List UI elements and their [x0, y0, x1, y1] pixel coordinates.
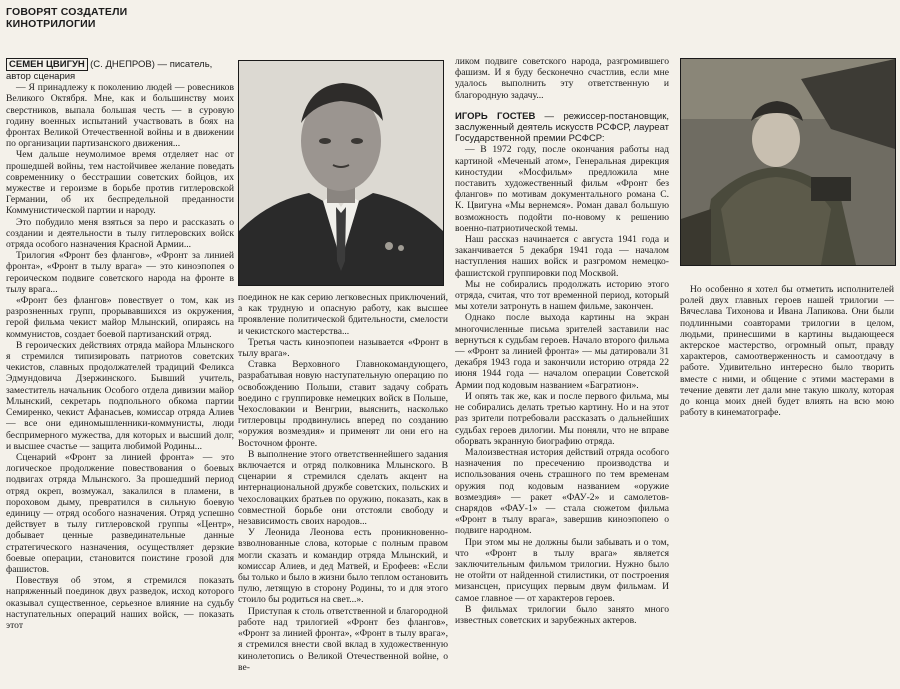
col2-paragraph: Третья часть киноэпопеи называется «Фронт в тылу врага». — [238, 336, 448, 360]
author-1-name-box: СЕМЕН ЦВИГУН — [6, 58, 88, 71]
col4-paragraph: Но особенно я хотел бы отметить исполнителей ролей двух главных героев нашей трилогии — Вячеслава Тихонова и Ивана Лапикова. Они были подлинными соавторами трилогии в целом, людьми, принесшими в картины выдающееся актерское мастерство, огромный опыт, правду характеров, самоотверженность и самоотдачу в работе. Удивительно интересно было творить вместе с ними, и общение с этими мастерами в течение девяти лет дали мне такую школу, которая до конца моих дней будет влиять на всю мою работу в кинематографе. — [680, 284, 894, 419]
col2-paragraph: Приступая к столь ответственной и благородной работе над трилогией «Фронт без флангов», «Фронт за линией фронта», «Фронт в тылу врага», я стремился внести свой вклад в художественную кинолетопись о Великой Отечественной войне, о ве- — [238, 605, 448, 673]
col1-paragraph: Чем дальше неумолимое время отделяет нас от прошедшей войны, тем настойчивее желание поведать современнику о бесстрашии советских бойцов, их мужестве и героизме в борьбе против гитлеровской Германии, об их беспредельной преданности Коммунистической партии и народу. — [6, 149, 234, 217]
col2-paragraph: поединок не как серию легковесных приключений, а как трудную и опасную работу, как высшее проявление политической бдительности, смелости и чекистского мастерства... — [238, 292, 448, 337]
col3-paragraph: В фильмах трилогии было занято много известных советских и зарубежных актеров. — [455, 603, 669, 626]
col2-paragraph: Ставка Верховного Главнокомандующего, разрабатывая новую наступательную операцию по освобождению Польши, ставит задачу собрать воедино с группировке немецких войск в Польше, Чехословакии и Венгрии, выяснить, насколько гитлеровцы продвинулись вперед по созданию «оружия возмездия» и применят ли они его на Восточном фронте. — [238, 359, 448, 449]
column-3 — [455, 56, 669, 684]
author-1-byline — [6, 58, 234, 82]
director-illustration — [681, 59, 895, 265]
author-2-byline — [455, 111, 669, 145]
col1-paragraph: «Фронт без флангов» повествует о том, как из разрозненных групп, прорывавшихся из окружения, герой фильма чекист майор Млынский, опираясь на коммунистов, создает боевой партизанский отряд. — [6, 295, 234, 340]
col3-paragraph: Малоизвестная история действий отряда особого назначения по пресечению производства и использования очень страшного по тем временам оружия под кодовым названием «оружие возмездия» — ракет «ФАУ-2» и самолетов-снарядов «ФАУ-1» — стала сюжетом фильма «Фронт в тылу врага», завершив киноэпопею о подвиге народном. — [455, 446, 669, 537]
col3-paragraph: И опять так же, как и после первого фильма, мы не собирались делать третью картину. Но и на этот раз зрители потребовали рассказать о дальнейших судьбах героев дилогии. Мы поняли, что не вправе оборвать экранную биографию отряда. — [455, 390, 669, 447]
author-2-name: ИГОРЬ ГОСТЕВ — [455, 110, 536, 122]
author-1-name-rest: (С. ДНЕПРОВ) — писатель, — [90, 59, 213, 70]
portrait-illustration — [239, 61, 443, 285]
col3-paragraph: Наш рассказ начинается с августа 1941 года и заканчивается 5 декабря 1941 года — началом наступления наших войск и разгромом немецко-фашистской группировки под Москвой. — [455, 234, 669, 279]
col1-paragraph: Сценарий «Фронт за линией фронта» — это логическое продолжение повествования о боевых подвигах отряда Млынского. За прошедший период отряд окреп, возмужал, закалился в пламени, в пороховом дыму, превратился в сильную боевую единицу — отряд особого назначения. Отряд успешно действует в тылу гитлеровской группы «Центр», добывает ценные развединательные данные стратегического назначения, осуществляет дерзкие боевые операции, становится поистине грозой для фашистов. — [6, 451, 234, 575]
section-header — [6, 6, 127, 30]
photo-director-gostev — [680, 58, 896, 266]
col3-paragraph: — В 1972 году, после окончания работы над картиной «Меченый атом», Генеральная дирекция киностудии «Мосфильм» предложила мне поставить художественный фильм «Фронт без флангов» по мотивам документального романа С. К. Цвигуна «Мы вернемся». Роман давал большую возможность подойти по-новому к решению военно-патриотической темы. — [455, 144, 669, 234]
header-line-1: ГОВОРЯТ СОЗДАТЕЛИ — [6, 6, 128, 18]
col2-paragraph: В выполнение этого ответственнейшего задания включается и отряд полковника Млынского. В сценарии я стремился сделать акцент на интернациональной дружбе советских, польских и чехословацких братьев по оружию, показать, как в совместной борьбе они отстояли свободу и независимость своих народов... — [238, 448, 448, 528]
portrait-photo-tsvigun — [238, 60, 444, 286]
col2-paragraph: У Леонида Леонова есть проникновенно-взволнованные слова, которые с полным правом могли сказать и командир отряда Млынский, и комиссар Алиев, и дед Матвей, и Ерофеев: «Если бы только и было в жизни было теплом остановить пулю, летящую в сторону Родины, то и для этого стоило бы родиться на свет...». — [238, 527, 448, 606]
col1-paragraph: Повествуя об этом, я стремился показать напряженный поединок двух разведок, исход которого оказывал существенное, серьезное влияние на судьбу наступательных операций наших войск, — показать этот — [6, 575, 234, 631]
col3-paragraph: Мы не собирались продолжать историю этого отряда, считая, что тот временной период, который мы хотели затронуть в нашем фильме, закончен. — [455, 278, 669, 313]
column-2 — [238, 292, 448, 684]
column-4 — [680, 284, 894, 454]
column-1 — [6, 58, 234, 684]
author-2-intro: — режиссер-постановщик, заслуженный деятель искусств РСФСР, лауреат Государственной премии РСФСР: — [455, 110, 669, 145]
author-1-role: автор сценария — [6, 71, 76, 82]
col3-top-paragraph: ликом подвиге советского народа, разгромившего фашизм. И я буду бесконечно счастлив, если мне удалось выполнить эту ответственную и благородную задачу... — [455, 56, 669, 101]
col3-paragraph: Однако после выхода картины на экран многочисленные письма зрителей заставили нас вернуться к судьбам героев. Начало второго фильма — «Фронт за линией фронта» — мы датировали 31 декабря 1943 года и закончили историю отряда 22 июня 1944 года — началом операции Советской Армии под кодовым названием «Багратион». — [455, 312, 669, 391]
col1-paragraph: — Я принадлежу к поколению людей — ровесников Великого Октября. Мне, как и большинству моих сверстников, выпала большая честь — в суровую годину военных испытаний участвовать в боях на фронтах Великой Отечественной войны и в движении по организации партизанского движения... — [6, 82, 234, 150]
col3-paragraph: При этом мы не должны были забывать и о том, что «Фронт в тылу врага» является заключительным фильмом трилогии. Нужно было не отойти от найденной стилистики, от построения мизансцен, присущих первым двум фильмам. И самое главное — от характеров героев. — [455, 536, 669, 604]
col1-paragraph: Трилогия «Фронт без флангов», «Фронт за линией фронта», «Фронт в тылу врага» — это киноэпопея о героическом подвиге советского народа на фронте в тылу врага... — [6, 250, 234, 295]
col1-paragraph: В героических действиях отряда майора Млынского я стремился типизировать патриотов советских чекистов, славных продолжателей традиций Феликса Эдмундовича Дзержинского. Бывший учитель, заместитель начальник Особого отдела дивизии майор Млынский, секретарь подпольного обкома партии Семиренко, чекист Афанасьев, комиссар отряда Алиев — все они единомышленники-коммунисты, люди беспримерного мужества, для которых и высший долг, и высшее счастье — защита любимой Родины... — [6, 339, 234, 452]
col1-paragraph: Это побудило меня взяться за перо и рассказать о создании и деятельности в тылу гитлеровских войск отряда особого назначения Красной Армии... — [6, 216, 234, 251]
header-line-2: КИНОТРИЛОГИИ — [6, 18, 96, 30]
